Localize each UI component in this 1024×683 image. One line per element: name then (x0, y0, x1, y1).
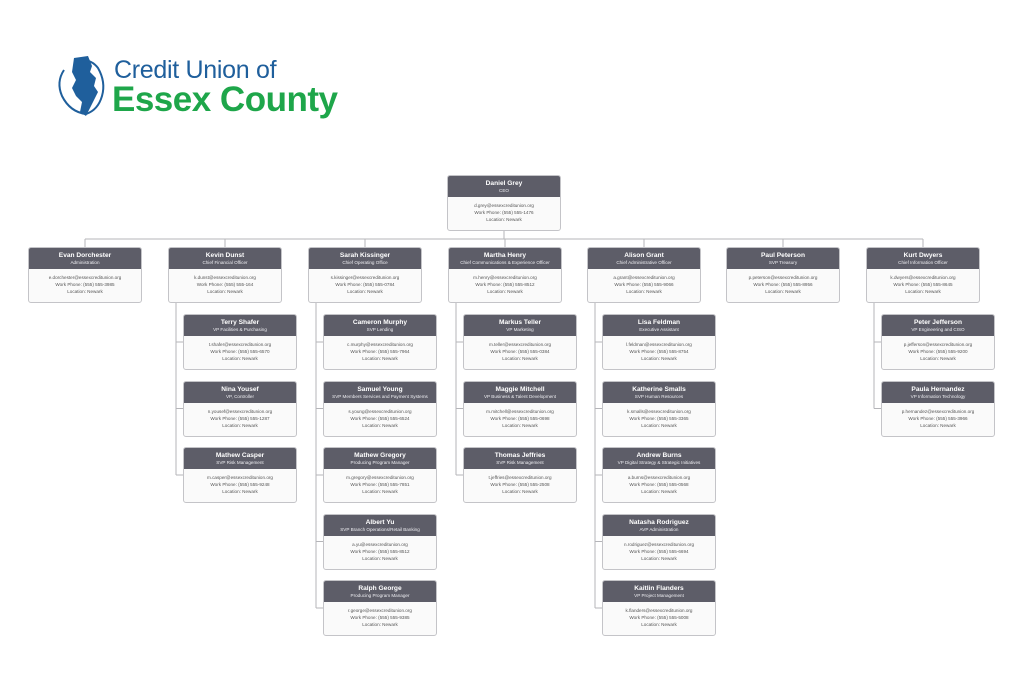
person-location: Location: Newark (362, 622, 398, 627)
person-location: Location: Newark (362, 356, 398, 361)
card-body (324, 336, 436, 362)
person-email[interactable]: k.flanders@essexcreditunion.org (625, 608, 693, 613)
person-title: CEO (499, 188, 509, 193)
person-location: Location: Newark (905, 289, 941, 294)
card-body (184, 336, 296, 362)
person-name: Kurt Dwyers (903, 252, 943, 259)
card-body (184, 403, 296, 429)
person-phone: Work Phone: (555) 555-9248 (210, 482, 270, 487)
card-header (324, 448, 436, 469)
card-body (603, 469, 715, 495)
person-title: VP Business & Talent Development (483, 393, 557, 399)
card-header (324, 382, 436, 403)
card-body (324, 602, 436, 628)
person-email[interactable]: d.grey@essexcreditunion.org (474, 203, 534, 208)
card-header (184, 448, 296, 469)
person-title: Producing Program Manager (350, 460, 410, 465)
person-email[interactable]: a.grant@essexcreditunion.org (613, 275, 675, 280)
person-location: Location: Newark (67, 289, 103, 294)
logo-text-line-1: Credit Union of (114, 56, 277, 84)
person-phone: Work Phone: (555) 555-1287 (210, 415, 270, 421)
card-body (184, 469, 296, 495)
person-name: Martha Henry (483, 252, 527, 259)
person-title: SVP Lending (366, 327, 394, 332)
person-name: Terry Shafer (220, 319, 260, 326)
person-phone: Work Phone: (555) 555-2508 (490, 482, 550, 487)
person-phone: Work Phone: (555) 555-7851 (350, 482, 410, 487)
person-location: Location: Newark (362, 422, 398, 428)
card-body (449, 269, 561, 295)
person-title: AVP Administration (639, 526, 679, 532)
person-phone: Work Phone: (555) 555-8512 (350, 548, 410, 554)
person-title: Administration (70, 260, 100, 265)
person-phone: Work Phone: (555) 555-9385 (350, 615, 410, 620)
person-location: Location: Newark (222, 489, 258, 494)
card-body (464, 336, 576, 362)
person-location: Location: Newark (222, 356, 258, 361)
person-email[interactable]: s.kissinger@essexcreditunion.org (330, 275, 400, 280)
person-phone: Work Phone: (555) 555-8956 (753, 282, 813, 287)
company-logo (52, 52, 338, 122)
person-phone: Work Phone: (555) 555-3365 (629, 415, 689, 421)
person-title: SVP Human Resources (634, 393, 684, 399)
card-header (184, 315, 296, 336)
card-header (448, 176, 560, 197)
card-header (882, 382, 994, 403)
card-body (324, 403, 436, 429)
person-phone: Work Phone: (555) 555-0568 (629, 482, 689, 487)
person-name: Mathew Gregory (354, 452, 406, 459)
person-email[interactable]: k.smalls@essexcreditunion.org (627, 408, 691, 414)
org-card-report (463, 314, 577, 370)
person-name: Kevin Dunst (205, 252, 245, 259)
person-name: Paula Hernandez (911, 385, 965, 393)
org-card-report (602, 447, 716, 503)
card-header (882, 315, 994, 336)
person-name: Mathew Casper (215, 452, 265, 459)
person-phone: Work Phone: (555) 555-8512 (475, 282, 535, 287)
card-body (169, 269, 281, 295)
person-location: Location: Newark (641, 422, 677, 428)
person-location: Location: Newark (641, 356, 677, 361)
person-title: Producing Program Manager (350, 593, 410, 598)
person-title: VP Facilities & Purchasing (213, 327, 267, 332)
card-header (324, 515, 436, 536)
org-card-report (323, 381, 437, 437)
person-phone: Work Phone: (555) 555-3966 (908, 415, 968, 421)
org-card-report (323, 514, 437, 570)
person-name: Markus Teller (498, 319, 542, 326)
card-header (588, 248, 700, 269)
org-card-ceo (447, 175, 561, 231)
person-phone: Work Phone: (555) 555-6524 (350, 415, 410, 421)
person-name: Cameron Murphy (352, 319, 408, 326)
person-name: Andrew Burns (636, 452, 682, 459)
person-name: Daniel Grey (485, 180, 523, 187)
person-location: Location: Newark (222, 422, 258, 428)
person-phone: Work Phone: (555) 555-3985 (55, 282, 115, 287)
card-header (449, 248, 561, 269)
card-header (29, 248, 141, 269)
person-email[interactable]: m.mitchell@essexcreditunion.org (486, 408, 554, 414)
org-card-report (602, 314, 716, 370)
org-card-executive (28, 247, 142, 303)
card-body (309, 269, 421, 295)
card-body (603, 336, 715, 362)
card-header (603, 315, 715, 336)
person-location: Location: Newark (920, 422, 956, 428)
person-email[interactable]: m.casper@essexcreditunion.org (207, 475, 273, 480)
person-name: Paul Peterson (761, 252, 805, 259)
person-location: Location: Newark (641, 489, 677, 494)
person-email[interactable]: c.murphy@essexcreditunion.org (347, 342, 413, 347)
person-phone: Work Phone: (555) 555-8645 (893, 282, 953, 287)
person-name: Maggie Mitchell (495, 385, 545, 393)
card-header (464, 448, 576, 469)
card-body (324, 536, 436, 562)
card-header (464, 382, 576, 403)
card-header (309, 248, 421, 269)
card-header (603, 382, 715, 403)
person-email[interactable]: m.gregory@essexcreditunion.org (346, 475, 414, 480)
person-phone: Work Phone: (555) 555-1476 (474, 210, 534, 215)
person-location: Location: Newark (641, 622, 677, 627)
card-body (727, 269, 839, 295)
org-card-report (183, 381, 297, 437)
card-header (169, 248, 281, 269)
person-location: Location: Newark (641, 555, 677, 561)
person-title: Chief Communications & Experience Officer (460, 260, 550, 265)
org-card-executive (448, 247, 562, 303)
person-location: Location: Newark (502, 489, 538, 494)
person-email[interactable]: m.henry@essexcreditunion.org (473, 275, 537, 280)
person-title: SVP Members Services and Payment Systems (332, 393, 428, 399)
card-header (867, 248, 979, 269)
person-email[interactable]: k.dwyers@essexcreditunion.org (890, 275, 956, 280)
org-card-report (881, 314, 995, 370)
card-body (464, 403, 576, 429)
person-phone: Work Phone: (555) 555-9066 (614, 282, 674, 287)
person-phone: Work Phone: (555) 555-5008 (629, 615, 689, 620)
person-title: VP, Controller (225, 393, 254, 399)
card-header (464, 315, 576, 336)
person-name: Albert Yu (365, 518, 395, 526)
person-email[interactable]: t.jeffries@essexcreditunion.org (488, 475, 552, 480)
person-title: Executive Assistant (639, 327, 679, 332)
org-card-report (323, 314, 437, 370)
card-body (867, 269, 979, 295)
person-location: Location: Newark (920, 356, 956, 361)
card-header (603, 448, 715, 469)
person-title: VP Information Technology (910, 393, 966, 399)
person-name: Thomas Jeffries (494, 452, 546, 459)
person-email[interactable]: n.rodriguez@essexcreditunion.org (623, 541, 695, 547)
org-card-report (323, 447, 437, 503)
person-email[interactable]: n.yousef@essexcreditunion.org (207, 408, 273, 414)
person-title: VP Marketing (506, 327, 534, 332)
card-header (184, 382, 296, 403)
person-phone: Work Phone: (555) 555-164 (196, 282, 254, 287)
person-title: Chief Administrative Officer (616, 260, 672, 265)
org-card-executive (168, 247, 282, 303)
person-title: Chief Operating Office (342, 260, 388, 265)
org-card-report (602, 580, 716, 636)
org-card-executive (587, 247, 701, 303)
card-body (324, 469, 436, 495)
person-email[interactable]: r.george@essexcreditunion.org (348, 608, 412, 613)
new-jersey-state-icon (52, 52, 112, 120)
org-card-report (881, 381, 995, 437)
logo-text-line-2: Essex County (112, 80, 338, 119)
card-body (29, 269, 141, 295)
person-email[interactable]: l.feldman@essexcreditunion.org (626, 342, 692, 347)
person-title: VP Engineering and CISO (911, 327, 965, 332)
person-email[interactable]: e.dorchester@essexcreditunion.org (48, 275, 122, 280)
person-phone: Work Phone: (555) 555-9200 (908, 349, 968, 354)
person-name: Alison Grant (624, 252, 664, 259)
person-email[interactable]: s.young@essexcreditunion.org (348, 408, 412, 414)
person-email[interactable]: p.peterson@essexcreditunion.org (748, 275, 818, 280)
person-name: Sarah Kissinger (339, 252, 391, 259)
org-card-executive (726, 247, 840, 303)
org-card-report (602, 381, 716, 437)
person-title: SVP Risk Management (216, 460, 264, 465)
card-body (603, 536, 715, 562)
person-location: Location: Newark (626, 289, 662, 294)
person-email[interactable]: m.teller@essexcreditunion.org (488, 342, 552, 347)
card-body (603, 602, 715, 628)
org-card-report (323, 580, 437, 636)
person-phone: Work Phone: (555) 555-0384 (490, 349, 550, 354)
person-name: Ralph George (358, 585, 402, 592)
person-title: Chief Information Officer (898, 260, 948, 265)
person-name: Katherine Smalls (632, 385, 686, 393)
org-card-report (463, 381, 577, 437)
org-card-executive (866, 247, 980, 303)
person-name: Evan Dorchester (58, 252, 112, 259)
person-phone: Work Phone: (555) 555-6694 (629, 548, 689, 554)
person-email[interactable]: a.yu@essexcreditunion.org (352, 541, 408, 547)
person-location: Location: Newark (207, 289, 243, 294)
card-body (588, 269, 700, 295)
card-body (882, 336, 994, 362)
person-location: Location: Newark (362, 489, 398, 494)
person-phone: Work Phone: (555) 555-8754 (629, 349, 689, 354)
person-name: Natasha Rodriguez (629, 518, 689, 526)
person-location: Location: Newark (502, 356, 538, 361)
person-email[interactable]: p.hernandez@essexcreditunion.org (901, 408, 975, 414)
person-title: SVP Risk Management (496, 460, 544, 465)
person-location: Location: Newark (362, 555, 398, 561)
person-location: Location: Newark (347, 289, 383, 294)
person-title: SVP Treasury (768, 260, 798, 265)
person-name: Nina Yousef (221, 385, 259, 393)
person-name: Peter Jefferson (913, 319, 962, 326)
card-header (727, 248, 839, 269)
person-name: Lisa Feldman (637, 319, 681, 326)
org-card-report (463, 447, 577, 503)
org-card-executive (308, 247, 422, 303)
card-header (603, 581, 715, 602)
person-title: VP Project Management (634, 593, 684, 598)
person-phone: Work Phone: (555) 555-0698 (490, 415, 550, 421)
person-email[interactable]: t.shafer@essexcreditunion.org (208, 342, 272, 347)
person-phone: Work Phone: (555) 555-0784 (335, 282, 395, 287)
org-card-report (183, 447, 297, 503)
card-header (324, 581, 436, 602)
person-email[interactable]: a.burns@essexcreditunion.org (627, 475, 691, 480)
person-email[interactable]: k.dunst@essexcreditunion.org (194, 275, 256, 280)
org-card-report (183, 314, 297, 370)
card-body (464, 469, 576, 495)
person-email[interactable]: p.jefferson@essexcreditunion.org (903, 342, 973, 347)
person-location: Location: Newark (486, 217, 522, 222)
person-title: SVP Branch Operations/Retail Banking (340, 526, 420, 532)
person-title: Chief Financial Officer (202, 260, 248, 265)
card-body (882, 403, 994, 429)
org-card-report (602, 514, 716, 570)
person-location: Location: Newark (502, 422, 538, 428)
person-name: Samuel Young (357, 385, 403, 393)
card-header (603, 515, 715, 536)
person-name: Kaitlin Flanders (634, 585, 684, 592)
person-location: Location: Newark (765, 289, 801, 294)
person-location: Location: Newark (487, 289, 523, 294)
person-phone: Work Phone: (555) 555-6570 (210, 349, 270, 354)
card-body (448, 197, 560, 223)
card-header (324, 315, 436, 336)
person-title: VP Digital Strategy & Strategic Initiatives (617, 460, 701, 465)
card-body (603, 403, 715, 429)
person-phone: Work Phone: (555) 555-7964 (350, 349, 410, 354)
